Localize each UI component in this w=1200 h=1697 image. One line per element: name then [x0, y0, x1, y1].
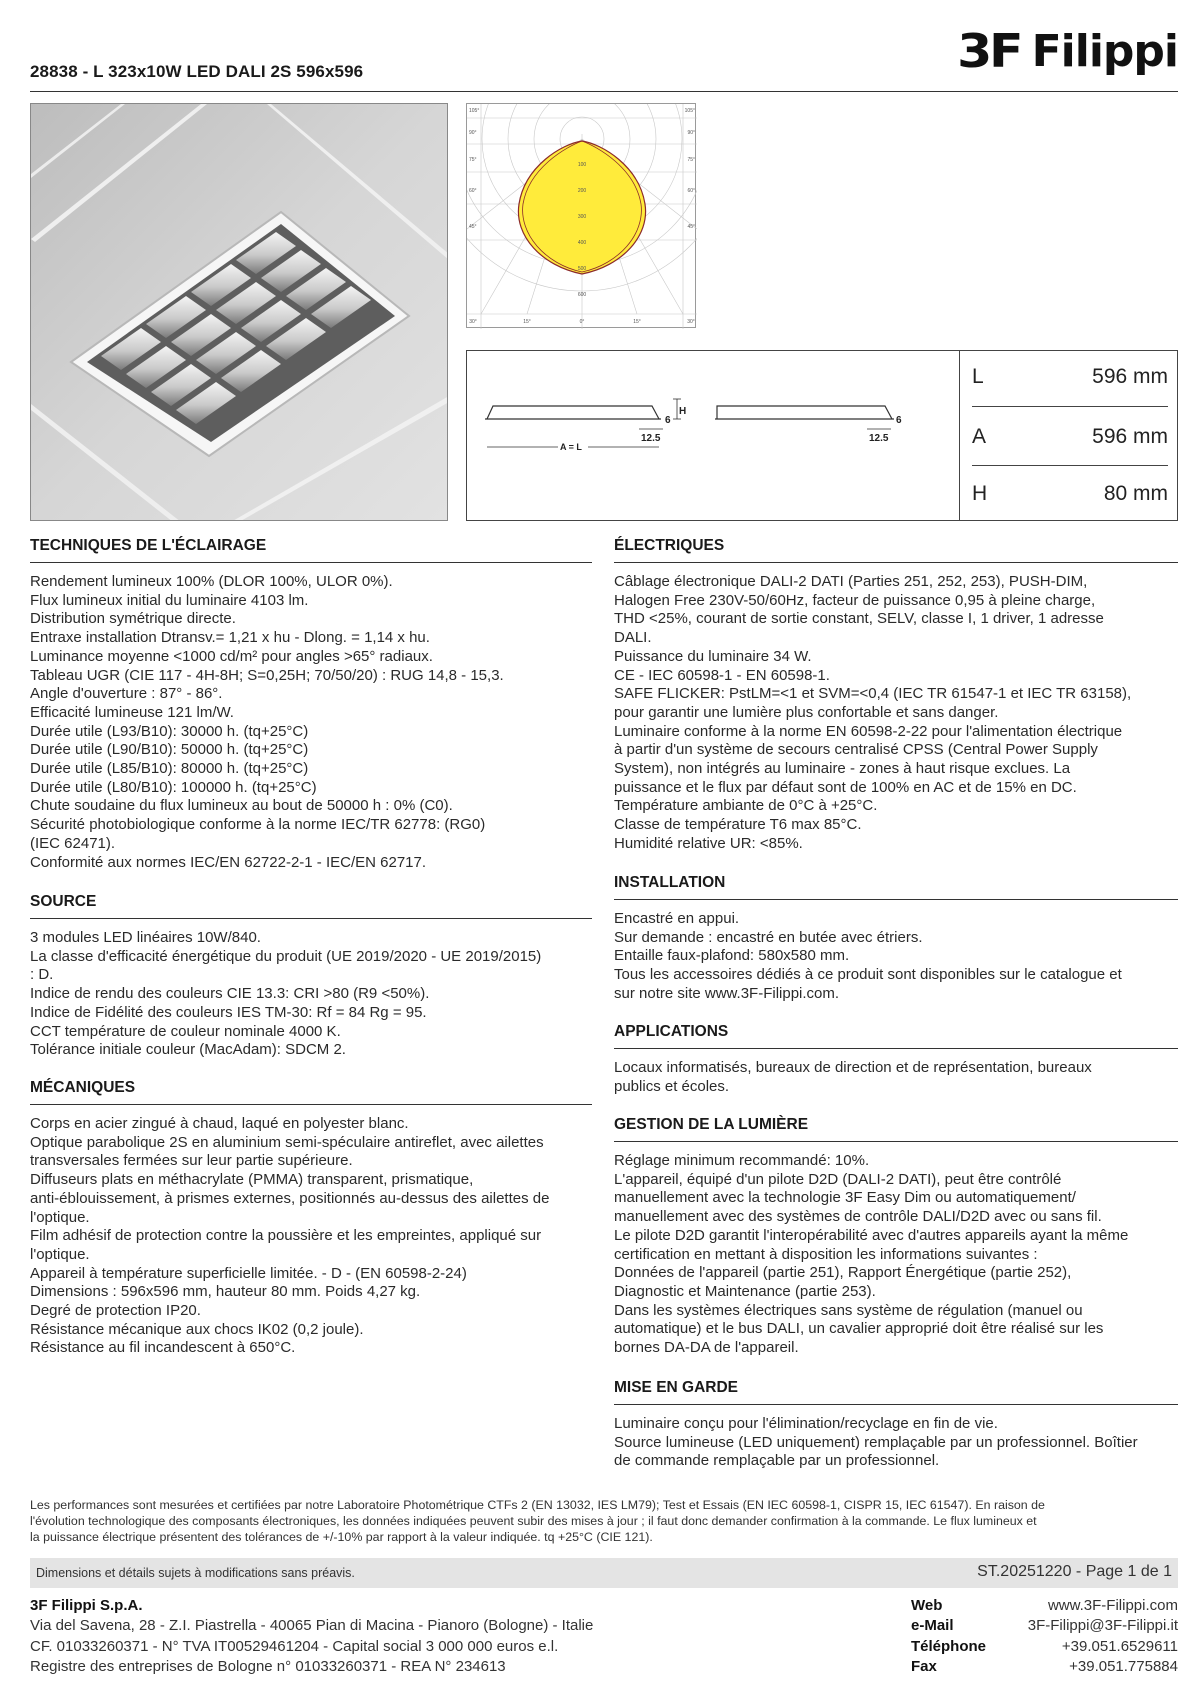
body-line: Résistance au fil incandescent à 650°C. — [30, 1339, 296, 1357]
footnote-line: l'évolution technologique des composants électroniques, les données indiquées peuvent subir des mises à jour ; il faut donc demander confirmation à la commande. Le flux lumineux et — [30, 1514, 1037, 1529]
body-line: Résistance mécanique aux chocs IK02 (0,2 joule). — [30, 1320, 364, 1338]
contact-phone: +39.051.6529611 — [1061, 1637, 1178, 1655]
section-body-mecaniques — [30, 1115, 592, 1358]
body-line: transversales fermées sur leur partie supérieure. — [30, 1152, 353, 1170]
body-line: Efficacité lumineuse 121 lm/W. — [30, 703, 234, 721]
polar-angle-label: 0° — [579, 319, 585, 325]
dim-value: 80 mm — [1103, 482, 1168, 505]
dim-value: 596 mm — [1092, 425, 1168, 448]
body-line: bornes DA-DA de l'appareil. — [614, 1339, 799, 1357]
contact-key: Web — [911, 1597, 943, 1614]
body-line: Optique parabolique 2S en aluminium semi-spéculaire antireflet, avec ailettes — [30, 1133, 544, 1151]
section-heading-installation: INSTALLATION — [614, 874, 1178, 900]
footnote-line: Les performances sont mesurées et certifiées par notre Laboratoire Photométrique CTFs 2 (EN 13032, IES LM79); Test et Essais (EN IEC 60598-1, CISPR 15, IEC 61547). En raison de — [30, 1498, 1045, 1512]
body-line: Locaux informatisés, bureaux de direction et de représentation, bureaux — [614, 1059, 1092, 1076]
logo-mark: 3F — [957, 24, 1021, 78]
body-line: DALI. — [614, 629, 652, 647]
body-line: Dimensions : 596x596 mm, hauteur 80 mm. Poids 4,27 kg. — [30, 1283, 421, 1301]
polar-radial-label: 300 — [577, 214, 587, 220]
logo-text: Filippi — [1031, 25, 1178, 77]
body-line: THD <25%, courant de sortie constant, SELV, classe I, 1 driver, 1 adresse — [614, 610, 1104, 628]
footnote-line: la puissance électrique présentent des tolérances de +/-10% par rapport à la valeur indiquée. tq +25°C (CIE 121). — [30, 1530, 653, 1545]
drawing-twelve-left: 12.5 — [641, 433, 661, 444]
dim-value: 596 mm — [1092, 365, 1168, 388]
body-line: Luminaire conçu pour l'élimination/recyclage en fin de vie. — [614, 1415, 998, 1432]
dim-label: H — [972, 482, 988, 505]
polar-angle-label: 30° — [469, 319, 477, 325]
product-photo — [30, 103, 448, 521]
body-line: Indice de rendu des couleurs CIE 13.3: CRI >80 (R9 <50%). — [30, 985, 430, 1003]
body-line: System), non intégrés au luminaire - zones à haut risque exclues. La — [614, 760, 1071, 778]
body-line: Sur demande : encastré en butée avec étriers. — [614, 928, 923, 946]
ceiling-luminaire-image — [31, 104, 448, 521]
drawing-h-label: H — [679, 406, 687, 417]
footnote — [30, 1497, 1180, 1546]
body-line: 3 modules LED linéaires 10W/840. — [30, 929, 261, 946]
polar-angle-label: 60° — [469, 188, 477, 194]
body-line: Diagnostic et Maintenance (partie 253). — [614, 1282, 876, 1300]
body-line: Température ambiante de 0°C à +25°C. — [614, 797, 878, 815]
body-line: Halogen Free 230V-50/60Hz, facteur de puissance 0,95 à pleine charge, — [614, 591, 1096, 609]
body-line: Sécurité photobiologique conforme à la norme IEC/TR 62778: (RG0) — [30, 816, 486, 834]
polar-radial-label: 100 — [577, 162, 587, 168]
section-body-applications — [614, 1059, 1178, 1096]
contact-web-link[interactable]: www.3F-Filippi.com — [1047, 1597, 1178, 1614]
polar-angle-label: 105° — [469, 108, 480, 114]
body-line: Tous les accessoires dédiés à ce produit sont disponibles sur le catalogue et — [614, 966, 1122, 984]
body-line: Durée utile (L90/B10): 50000 h. (tq+25°C) — [30, 741, 309, 759]
dim-row-h — [972, 470, 1168, 518]
polar-angle-label: 90° — [687, 130, 695, 136]
body-line: certification en mettant à disposition les informations suivantes : — [614, 1245, 1038, 1263]
body-line: Durée utile (L93/B10): 30000 h. (tq+25°C) — [30, 722, 309, 740]
section-heading-techniques: TECHNIQUES DE L'ÉCLAIRAGE — [30, 537, 592, 563]
section-body-electriques — [614, 573, 1178, 854]
body-line: automatique) et le bus DALI, un cavalier approprié doit être réalisé sur les — [614, 1320, 1104, 1338]
body-line: Film adhésif de protection contre la poussière et les empreintes, appliqué sur — [30, 1227, 542, 1245]
dim-row-a — [972, 413, 1168, 461]
body-line: Puissance du luminaire 34 W. — [614, 647, 812, 665]
drawing-al-label: A = L — [560, 442, 582, 452]
body-line: Appareil à température superficielle limitée. - D - (EN 60598-2-24) — [30, 1264, 467, 1282]
polar-radial-label: 400 — [577, 240, 587, 246]
contact-key: Fax — [911, 1657, 937, 1675]
body-line: anti-éblouissement, à prismes externes, positionnés au-dessus des ailettes de — [30, 1189, 550, 1207]
polar-curve-chart — [467, 104, 697, 329]
section-body-source — [30, 929, 592, 1060]
contact-row-email — [911, 1616, 1178, 1636]
body-line: sur notre site www.3F-Filippi.com. — [614, 984, 840, 1002]
polar-angle-label: 45° — [687, 224, 695, 230]
body-line: Degré de protection IP20. — [30, 1302, 201, 1320]
dim-label: L — [972, 365, 984, 388]
company-name: 3F Filippi S.p.A. — [30, 1597, 143, 1614]
contact-email-link[interactable]: 3F-Filippi@3F-Filippi.it — [1027, 1617, 1178, 1635]
body-line: Conformité aux normes IEC/EN 62722-2-1 - IEC/EN 62717. — [30, 853, 427, 871]
disclaimer-text: Dimensions et détails sujets à modifications sans préavis. — [36, 1566, 355, 1580]
polar-angle-label: 45° — [469, 224, 477, 230]
polar-angle-label: 15° — [633, 319, 641, 325]
body-line: Chute soudaine du flux lumineux au bout de 50000 h : 0% (C0). — [30, 797, 453, 815]
technical-drawing — [467, 351, 960, 520]
body-line: Données de l'appareil (partie 251), Rapport Énergétique (partie 252), — [614, 1264, 1072, 1282]
section-heading-electriques: ÉLECTRIQUES — [614, 537, 1178, 563]
divider — [972, 406, 1168, 407]
divider — [972, 465, 1168, 466]
drawing-six-left: 6 — [665, 415, 671, 426]
body-line: Réglage minimum recommandé: 10%. — [614, 1152, 870, 1169]
body-line: de commande remplaçable par un professionnel. — [614, 1452, 940, 1470]
body-line: pour garantir une lumière plus confortable et sans danger. — [614, 703, 999, 721]
body-line: Entaille faux-plafond: 580x580 mm. — [614, 947, 850, 965]
page-reference: ST.20251220 - Page 1 de 1 — [977, 1563, 1172, 1580]
body-line: Rendement lumineux 100% (DLOR 100%, ULOR 0%). — [30, 573, 393, 590]
body-line: Entraxe installation Dtransv.= 1,21 x hu - Dlong. = 1,14 x hu. — [30, 629, 430, 647]
company-info — [30, 1596, 930, 1677]
polar-radial-label: 500 — [577, 266, 587, 272]
page-header — [30, 20, 1178, 92]
body-line: Corps en acier zingué à chaud, laqué en polyester blanc. — [30, 1115, 409, 1132]
section-heading-mise-en-garde: MISE EN GARDE — [614, 1379, 1178, 1405]
contact-row-web — [911, 1596, 1178, 1616]
body-line: manuellement avec la technologie 3F Easy Dim ou automatiquement/ — [614, 1189, 1076, 1207]
body-line: publics et écoles. — [614, 1077, 730, 1095]
section-body-mise-en-garde — [614, 1415, 1178, 1471]
polar-radial-label: 600 — [577, 292, 587, 298]
body-line: Encastré en appui. — [614, 910, 740, 927]
dim-row-l — [972, 353, 1168, 401]
body-line: Le pilote D2D garantit l'interopérabilité avec d'autres appareils ayant la même — [614, 1226, 1129, 1244]
company-registry: Registre des entreprises de Bologne n° 01033260371 - REA N° 234613 — [30, 1657, 506, 1675]
contact-row-fax — [911, 1657, 1178, 1677]
polar-angle-label: 75° — [687, 157, 695, 163]
section-body-installation — [614, 910, 1178, 1004]
body-line: Dans les systèmes électriques sans système de régulation (manuel ou — [614, 1301, 1083, 1319]
body-line: Luminaire conforme à la norme EN 60598-2-22 pour l'alimentation électrique — [614, 722, 1123, 740]
body-line: Source lumineuse (LED uniquement) remplaçable par un professionnel. Boîtier — [614, 1433, 1138, 1451]
polar-angle-label: 90° — [469, 130, 477, 136]
body-line: Tableau UGR (CIE 117 - 4H-8H; S=0,25H; 70/50/20) : RUG 14,8 - 15,3. — [30, 666, 504, 684]
section-heading-mecaniques: MÉCANIQUES — [30, 1079, 592, 1105]
body-line: La classe d'efficacité énergétique du produit (UE 2019/2020 - UE 2019/2015) — [30, 947, 542, 965]
body-line: Classe de température T6 max 85°C. — [614, 816, 862, 834]
product-title: 28838 - L 323x10W LED DALI 2S 596x596 — [30, 62, 364, 81]
body-line: Indice de Fidélité des couleurs IES TM-30: Rf = 84 Rg = 95. — [30, 1003, 427, 1021]
body-line: l'optique. — [30, 1245, 90, 1263]
brand-logo — [957, 24, 1178, 78]
polar-angle-label: 75° — [469, 157, 477, 163]
contact-key: e-Mail — [911, 1617, 954, 1635]
company-fiscal: CF. 01033260371 - N° TVA IT00529461204 - Capital social 3 000 000 euros e.l. — [30, 1637, 559, 1655]
body-line: CE - IEC 60598-1 - EN 60598-1. — [614, 666, 830, 684]
polar-angle-label: 60° — [687, 188, 695, 194]
section-body-gestion — [614, 1152, 1178, 1358]
body-line: Durée utile (L85/B10): 80000 h. (tq+25°C) — [30, 760, 309, 778]
section-heading-source: SOURCE — [30, 893, 592, 919]
body-line: Tolérance initiale couleur (MacAdam): SDCM 2. — [30, 1041, 346, 1059]
contact-info — [911, 1596, 1178, 1677]
polar-angle-label: 105° — [684, 108, 695, 114]
polar-diagram — [466, 103, 696, 328]
body-line: puissance et le flux par défaut sont de 100% en AC et de 15% en DC. — [614, 778, 1077, 796]
contact-key: Téléphone — [911, 1637, 987, 1655]
body-line: Distribution symétrique directe. — [30, 610, 236, 628]
body-line: SAFE FLICKER: PstLM=<1 et SVM=<0,4 (IEC TR 61547-1 et IEC TR 63158), — [614, 685, 1132, 703]
contact-row-phone — [911, 1637, 1178, 1657]
section-heading-gestion: GESTION DE LA LUMIÈRE — [614, 1116, 1178, 1142]
polar-angle-label: 15° — [523, 319, 531, 325]
section-heading-applications: APPLICATIONS — [614, 1023, 1178, 1049]
disclaimer-bar — [30, 1558, 1178, 1588]
body-line: Humidité relative UR: <85%. — [614, 834, 803, 852]
side-profile-drawing — [467, 351, 960, 519]
body-line: à partir d'un système de secours centralisé CPSS (Central Power Supply — [614, 741, 1098, 759]
body-line: CCT température de couleur nominale 4000 K. — [30, 1022, 341, 1040]
body-line: L'appareil, équipé d'un pilote D2D (DALI-2 DATI), peut être contrôlé — [614, 1170, 1062, 1188]
body-line: manuellement avec des systèmes de contrôle DALI/D2D avec ou sans fil. — [614, 1208, 1102, 1226]
company-address: Via del Savena, 28 - Z.I. Piastrella - 40065 Pian di Macina - Pianoro (Bologne) - Italie — [30, 1617, 594, 1635]
body-line: Angle d'ouverture : 87° - 86°. — [30, 685, 223, 703]
body-line: Luminance moyenne <1000 cd/m² pour angles >65° radiaux. — [30, 647, 433, 665]
dimensions-box — [466, 350, 1178, 521]
section-body-techniques — [30, 573, 592, 872]
polar-radial-label: 200 — [577, 188, 587, 194]
body-line: Câblage électronique DALI-2 DATI (Parties 251, 252, 253), PUSH-DIM, — [614, 573, 1088, 590]
dimensions-table — [972, 351, 1168, 520]
drawing-twelve-right: 12.5 — [869, 433, 889, 444]
polar-angle-label: 30° — [687, 319, 695, 325]
body-line: : D. — [30, 966, 54, 984]
dim-label: A — [972, 425, 987, 448]
contact-fax: +39.051.775884 — [1069, 1657, 1178, 1675]
body-line: (IEC 62471). — [30, 834, 116, 852]
body-line: l'optique. — [30, 1208, 90, 1226]
body-line: Diffuseurs plats en méthacrylate (PMMA) transparent, prismatique, — [30, 1171, 474, 1189]
body-line: Flux lumineux initial du luminaire 4103 lm. — [30, 591, 309, 609]
drawing-six-right: 6 — [896, 415, 902, 426]
body-line: Durée utile (L80/B10): 100000 h. (tq+25°C) — [30, 778, 317, 796]
